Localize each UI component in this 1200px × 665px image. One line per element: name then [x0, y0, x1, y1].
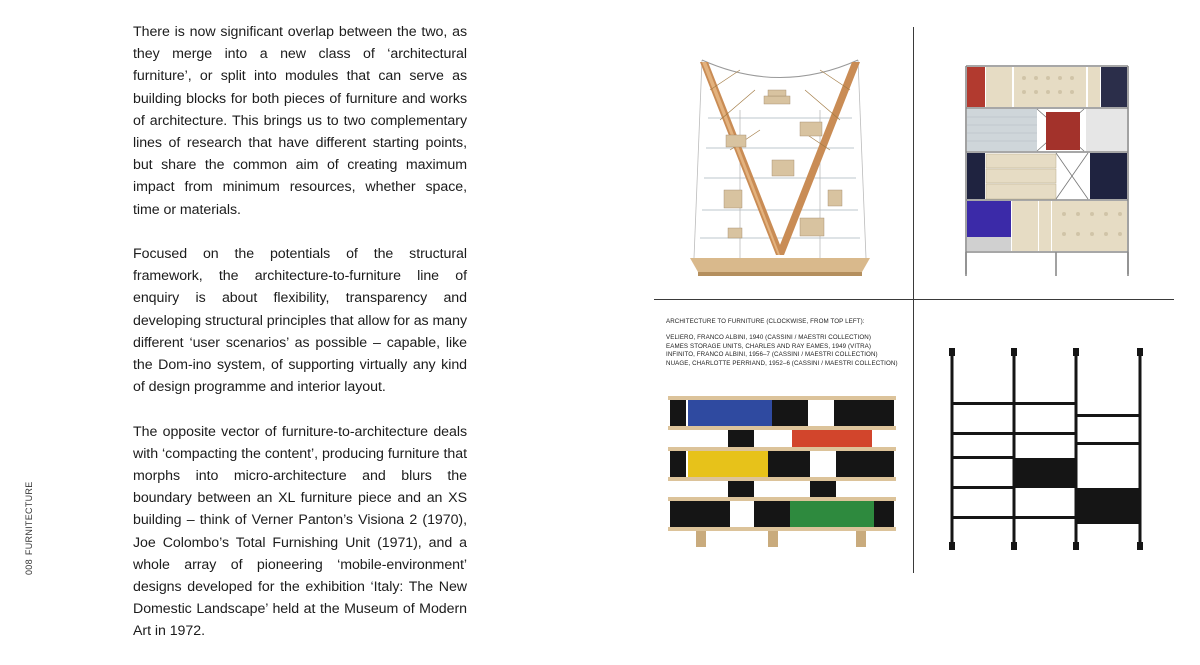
grid-divider-vertical — [913, 27, 914, 573]
caption-line-veliero: VELIERO, FRANCO ALBINI, 1940 (CASSINI / MAESTRI COLLECTION) — [666, 334, 871, 342]
running-head: FURNITECTURE — [24, 481, 34, 556]
folio — [24, 481, 34, 575]
caption-line-infinito: INFINITO, FRANCO ALBINI, 1956–7 (CASSINI / MAESTRI COLLECTION) — [666, 351, 878, 359]
caption-line-nuage: NUAGE, CHARLOTTE PERRIAND, 1952–6 (CASSINI / MAESTRI COLLECTION) — [666, 359, 898, 367]
figure-caption — [666, 318, 906, 368]
nuage-bookcase-image — [666, 392, 898, 552]
paragraph-2: Focused on the potentials of the structural framework, the architecture-to-furniture line of enquiry is about flexibility, transparency and developing structural principles that allow for as many different ‘user scenarios’ as possible – capable, like the Dom-ino system, of supporting virtually any kind of design programme and interior layout. — [133, 246, 467, 396]
paragraph-1: There is now significant overlap between the two, as they merge into a new class of ‘architectural furniture’, or split into modules that can serve as building blocks for both pieces of furniture and works of architecture. This brings us to two complementary lines of research that have different starting points, but share the common aim of creating maximum impact from minimum resources, whether space, time or materials. — [133, 24, 467, 218]
body-text — [133, 21, 467, 665]
eames-storage-unit-image — [960, 62, 1135, 282]
paragraph-3: The opposite vector of furniture-to-architecture deals with ‘compacting the content’, producing furniture that morphs into micro-architecture and blurs the boundary between an XL furniture piece and an XS building – think of Verner Panton’s Visiona 2 (1970), Joe Colombo’s Total Furnishing Unit (1971), and a whole array of pioneering ‘mobile-environment’ designs developed for the exhibition ‘Italy: The New Domestic Landscape’ held at the Museum of Modern Art in 1972. — [133, 423, 467, 640]
grid-divider-horizontal — [654, 299, 1174, 300]
page-number: 008 — [24, 559, 34, 575]
infinito-shelving-image — [940, 346, 1150, 556]
caption-title: ARCHITECTURE TO FURNITURE (CLOCKWISE, FROM TOP LEFT): — [666, 318, 865, 325]
veliero-bookcase-image — [680, 50, 880, 280]
caption-line-eames: EAMES STORAGE UNITS, CHARLES AND RAY EAMES, 1949 (VITRA) — [666, 342, 872, 350]
